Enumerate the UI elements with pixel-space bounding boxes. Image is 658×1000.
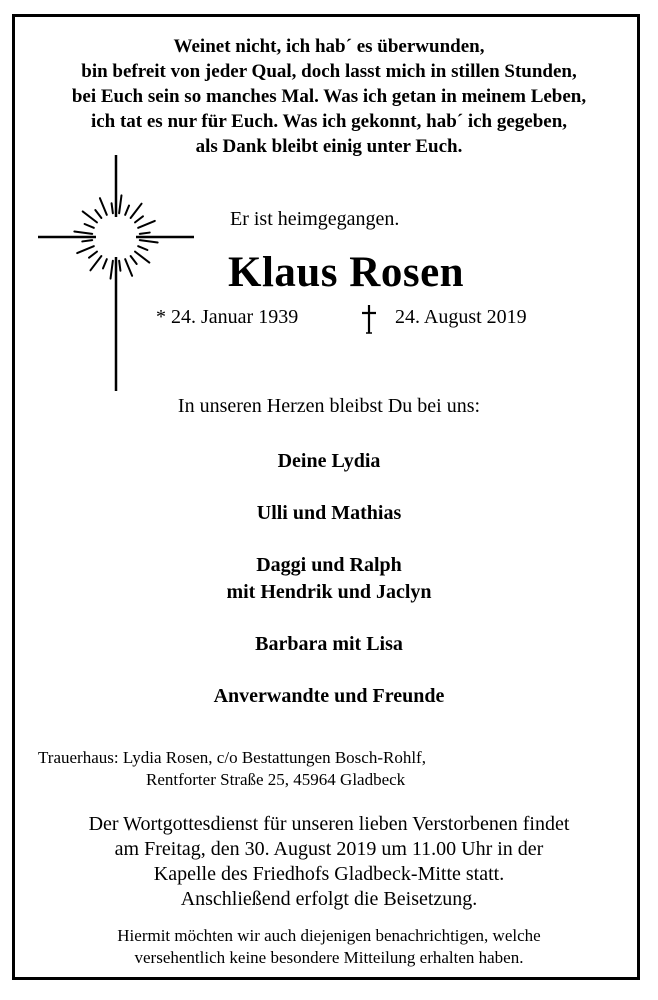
notice-line: Hiermit möchten wir auch diejenigen benachrichtigen, welche (117, 926, 541, 945)
sun-ray (103, 259, 107, 268)
family-entry (0, 500, 658, 527)
sun-ray (140, 240, 158, 242)
trauerhaus-line: Rentforter Straße 25, 45964 Gladbeck (146, 770, 406, 789)
sun-ray (135, 216, 143, 222)
family-line: Deine Lydia (277, 450, 381, 472)
sun-ray (95, 210, 101, 218)
family-line: mit Hendrik und Jaclyn (226, 581, 432, 603)
trauerhaus-line: Trauerhaus: Lydia Rosen, c/o Bestattungen Bosch-Rohlf, (38, 748, 426, 767)
sun-ray (100, 198, 107, 215)
sun-ray (74, 232, 92, 234)
deceased-name: Klaus Rosen (228, 249, 465, 296)
sun-ray (140, 233, 150, 234)
poem-line: bin befreit von jeder Qual, doch lasst mich in stillen Stunden, (81, 61, 577, 82)
sun-ray (83, 211, 97, 222)
service-line: am Freitag, den 30. August 2019 um 11.00 Uhr in der (114, 838, 544, 860)
sun-ray (138, 221, 155, 228)
sun-ray (119, 195, 121, 213)
sun-ray (90, 256, 101, 270)
sun-ray (138, 246, 147, 250)
sun-ray (125, 206, 129, 215)
intro-text: Er ist heimgegangen. (230, 208, 400, 230)
service-line: Der Wortgottesdienst für unseren lieben Verstorbenen findet (88, 813, 570, 835)
service-line: Anschließend erfolgt die Beisetzung. (180, 888, 478, 910)
sun-ray (111, 261, 113, 279)
death-date: 24. August 2019 (395, 306, 527, 328)
sun-ray (131, 204, 142, 218)
sun-ray (135, 252, 149, 263)
sun-ray (125, 259, 132, 276)
family-entry (0, 631, 658, 658)
family-line: Daggi und Ralph (256, 554, 402, 576)
poem (0, 34, 658, 159)
family-line: Barbara mit Lisa (255, 633, 403, 655)
sun-ray (89, 252, 97, 258)
sun-ray (131, 256, 137, 264)
sun-ray (112, 203, 113, 213)
sun-ray (85, 224, 94, 228)
sun-ray (77, 246, 94, 253)
star-cross-icon (38, 155, 194, 391)
notice (0, 925, 658, 969)
dagger-cross-icon (358, 304, 380, 334)
family-entry (0, 552, 658, 606)
family-line: Anverwandte und Freunde (213, 685, 445, 707)
family-line: Ulli und Mathias (256, 502, 402, 524)
service-line: Kapelle des Friedhofs Gladbeck-Mitte statt. (153, 863, 505, 885)
sun-ray (82, 240, 92, 241)
birth-date: * 24. Januar 1939 (156, 306, 299, 328)
poem-line: ich tat es nur für Euch. Was ich gekonnt, hab´ ich gegeben, (90, 111, 568, 132)
family-entry (0, 448, 658, 475)
family-entry (0, 683, 658, 710)
poem-line: bei Euch sein so manches Mal. Was ich getan in meinem Leben, (71, 86, 587, 107)
herzen-text: In unseren Herzen bleibst Du bei uns: (177, 395, 481, 417)
service-info (0, 812, 658, 912)
sun-ray (119, 261, 120, 271)
poem-line: Weinet nicht, ich hab´ es überwunden, (173, 36, 485, 57)
poem-line: als Dank bleibt einig unter Euch. (195, 136, 463, 157)
notice-line: versehentlich keine besondere Mitteilung erhalten haben. (134, 948, 524, 967)
